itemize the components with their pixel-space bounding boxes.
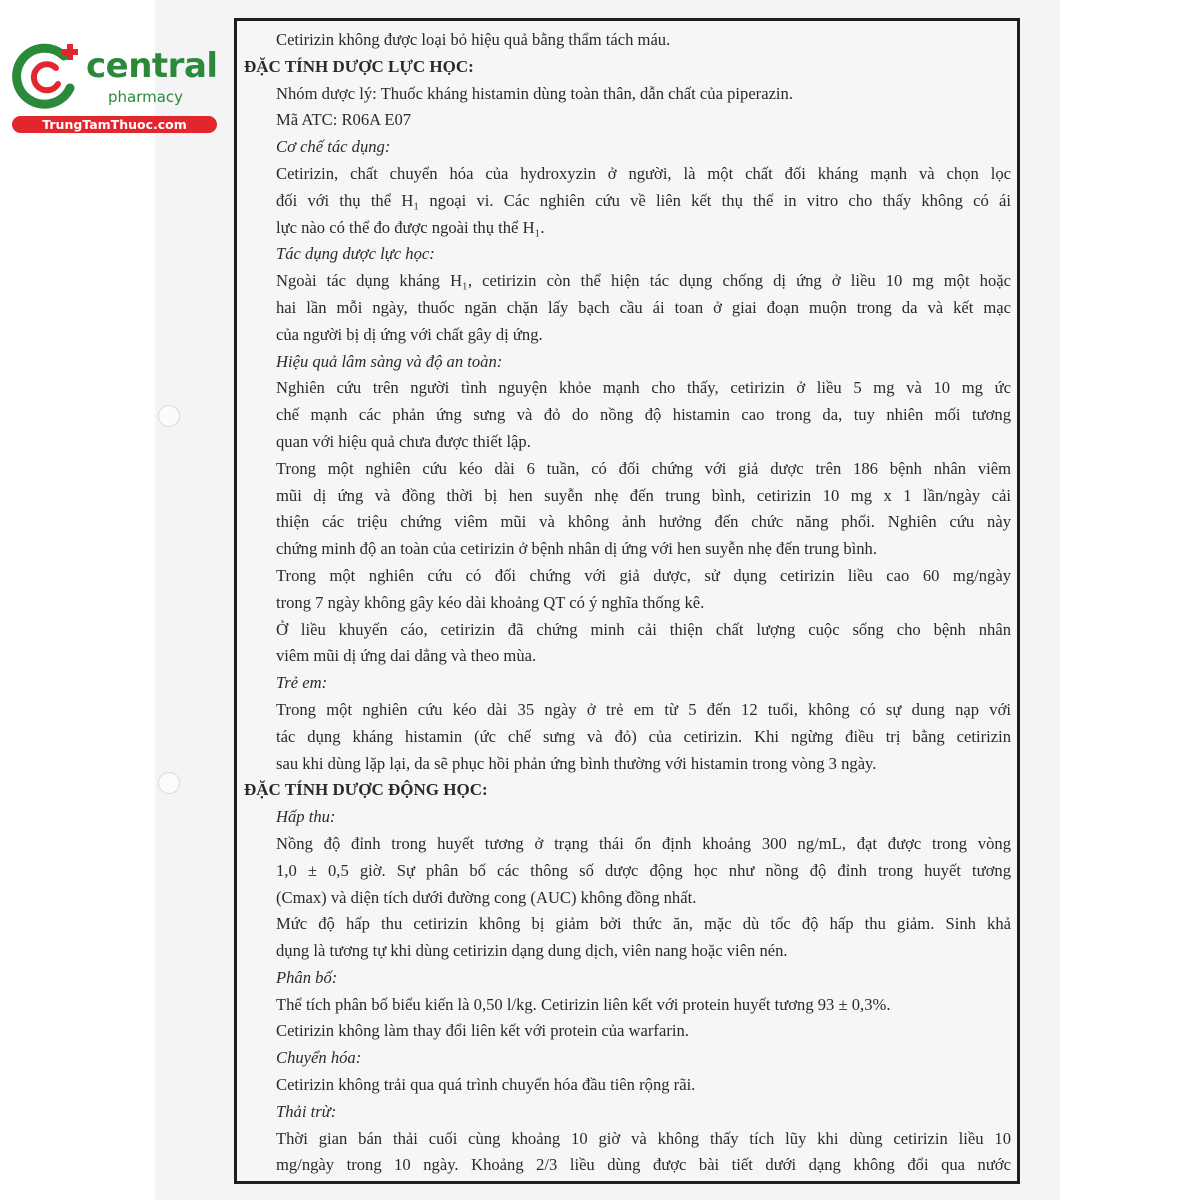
- text-line: chứng minh độ an toàn của cetirizin ở bệnh nhân dị ứng với hen suyễn nhẹ đến trung bình.: [276, 539, 877, 559]
- text-line: chế mạnh các phản ứng sưng và đỏ do nồng độ histamin cao trong da, tuy nhiên mối tương: [276, 405, 1011, 425]
- punch-hole: [158, 772, 180, 794]
- subsection-heading: Tác dụng dược lực học:: [276, 244, 435, 264]
- text-line: Cetirizin, chất chuyển hóa của hydroxyzin ở người, là một chất đối kháng mạnh và chọn lọc: [276, 163, 1011, 183]
- text-line: Cetirizin không được loại bỏ hiệu quả bằng thẩm tách máu.: [276, 30, 671, 49]
- central-pharmacy-logo: [8, 36, 218, 136]
- subsection-heading: Chuyển hóa:: [276, 1048, 362, 1068]
- text-line: Ngoài tác dụng kháng H₁, cetirizin còn thể hiện tác dụng chống dị ứng ở liều 10 mg một hoặc: [276, 271, 1011, 291]
- section-heading: ĐẶC TÍNH DƯỢC LỰC HỌC:: [244, 56, 474, 76]
- subsection-heading: Hấp thu:: [276, 807, 336, 827]
- logo-brand-text: central: [86, 46, 218, 86]
- text-line: dụng là tương tự khi dùng cetirizin dạng dung dịch, viên nang hoặc viên nén.: [276, 941, 788, 961]
- logo-site-banner: TrungTamThuoc.com: [12, 116, 217, 133]
- punch-hole: [158, 405, 180, 427]
- text-line: Thời gian bán thải cuối cùng khoảng 10 giờ và không thấy tích lũy khi dùng cetirizin liều 10: [276, 1128, 1011, 1148]
- text-line: viêm mũi dị ứng dai dẳng và theo mùa.: [276, 646, 537, 666]
- subsection-heading: Trẻ em:: [276, 673, 328, 693]
- text-line: Trong một nghiên cứu có đối chứng với giả dược, sử dụng cetirizin liều cao 60 mg/ngày: [276, 565, 1011, 585]
- text-line: Mã ATC: R06A E07: [276, 110, 412, 130]
- text-line: của người bị dị ứng với chất gây dị ứng.: [276, 324, 543, 344]
- text-line: trong 7 ngày không gây kéo dài khoảng QT có ý nghĩa thống kê.: [276, 592, 705, 612]
- text-line: Cetirizin không trải qua quá trình chuyển hóa đầu tiên rộng rãi.: [276, 1075, 696, 1095]
- section-heading: ĐẶC TÍNH DƯỢC ĐỘNG HỌC:: [244, 780, 488, 800]
- text-line: Nhóm dược lý: Thuốc kháng histamin dùng toàn thân, dẫn chất của piperazin.: [276, 83, 793, 103]
- subsection-heading: Thải trừ:: [276, 1101, 337, 1121]
- text-line: mg/ngày trong 10 ngày. Khoảng 2/3 liều dùng được bài tiết dưới dạng không đổi qua nước: [276, 1155, 1011, 1175]
- text-line: Trong một nghiên cứu kéo dài 6 tuần, có đối chứng với giả dược trên 186 bệnh nhân viêm: [276, 458, 1011, 478]
- text-line: Trong một nghiên cứu kéo dài 35 ngày ở trẻ em từ 5 đến 12 tuổi, không có sự dung nạp với: [276, 699, 1011, 719]
- logo-sub-text: pharmacy: [108, 88, 184, 106]
- text-line: lực nào có thể đo được ngoài thụ thể H₁.: [276, 217, 545, 237]
- text-line: mũi dị ứng và đồng thời bị hen suyễn nhẹ đến trung bình, cetirizin 10 mg x 1 lần/ngày cải: [276, 485, 1011, 505]
- text-line: Ở liều khuyến cáo, cetirizin đã chứng minh cải thiện chất lượng cuộc sống cho bệnh nhân: [276, 619, 1011, 639]
- text-line: (Cmax) và diện tích dưới đường cong (AUC) không đồng nhất.: [276, 887, 697, 907]
- text-line: Cetirizin không làm thay đổi liên kết với protein của warfarin.: [276, 1021, 689, 1041]
- subsection-heading: Phân bố:: [276, 967, 338, 987]
- text-line: sau khi dùng lặp lại, da sẽ phục hồi phản ứng bình thường với histamin trong vòng 3 ngày.: [276, 753, 877, 773]
- document-frame: [234, 18, 1020, 1184]
- text-line: hai lần mỗi ngày, thuốc ngăn chặn lấy bạch cầu ái toan ở giai đoạn muộn trong da và kết mạc: [276, 297, 1011, 317]
- text-line: Nghiên cứu trên người tình nguyện khỏe mạnh cho thấy, cetirizin ở liều 5 mg và 10 mg ức: [276, 378, 1011, 398]
- text-line: 1,0 ± 0,5 giờ. Sự phân bố các thông số dược động học như nồng độ đỉnh trong huyết tương: [276, 860, 1011, 880]
- pharmacy-c-cross-icon: [12, 40, 84, 112]
- text-line: đối với thụ thể H₁ ngoại vi. Các nghiên cứu về liên kết thụ thể in vitro cho thấy không có ái: [276, 190, 1011, 210]
- text-line: quan với hiệu quả chưa được thiết lập.: [276, 431, 531, 451]
- document-body: [244, 27, 1011, 1179]
- subsection-heading: Cơ chế tác dụng:: [276, 137, 391, 157]
- text-line: Mức độ hấp thu cetirizin không bị giảm bởi thức ăn, mặc dù tốc độ hấp thu giảm. Sinh khả: [276, 914, 1011, 934]
- subsection-heading: Hiệu quả lâm sàng và độ an toàn:: [276, 351, 503, 371]
- text-line: tác dụng kháng histamin (ức chế sưng và đỏ) của cetirizin. Khi ngừng điều trị bằng cetirizin: [276, 726, 1011, 746]
- text-line: thiện các triệu chứng viêm mũi và không ảnh hưởng đến chức năng phổi. Nghiên cứu này: [276, 512, 1011, 532]
- text-line: Nồng độ đỉnh trong huyết tương ở trạng thái ổn định khoảng 300 ng/mL, đạt được trong vòng: [276, 833, 1011, 853]
- text-line: Thể tích phân bố biểu kiến là 0,50 l/kg. Cetirizin liên kết với protein huyết tương 93 ± 0,3%.: [276, 994, 891, 1014]
